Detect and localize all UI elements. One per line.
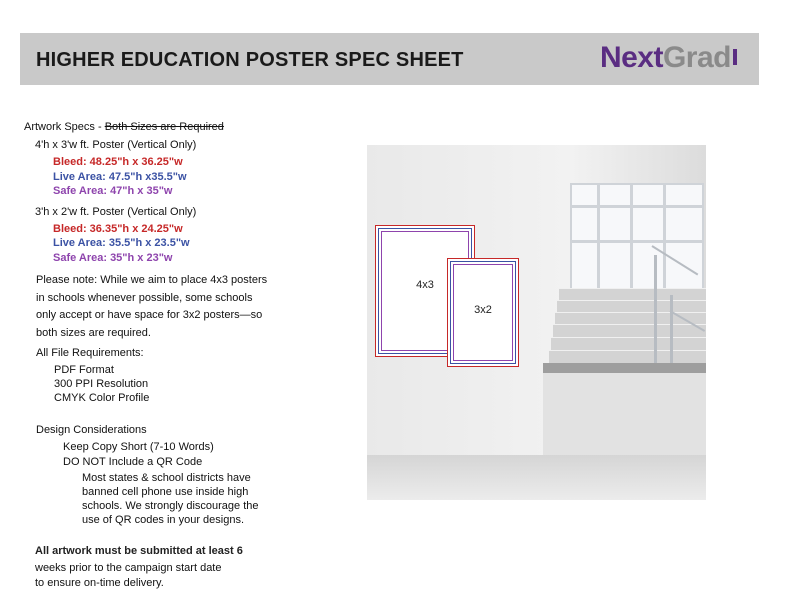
floor — [367, 455, 706, 500]
poster-3x2-label: 3x2 — [474, 304, 492, 316]
note-line: Please note: While we aim to place 4x3 posters — [36, 274, 268, 286]
specs-heading — [24, 121, 224, 134]
poster-4x3-live: Live Area: 47.5"h x35.5"w — [53, 171, 187, 183]
poster-4x3-title: 4'h x 3'w ft. Poster (Vertical Only) — [35, 139, 197, 151]
file-requirement-item: CMYK Color Profile — [54, 392, 150, 404]
note-line: in schools whenever possible, some schools — [36, 291, 253, 304]
poster-3x2-mockup — [447, 258, 519, 367]
poster-3x2-title: 3'h x 2'w ft. Poster (Vertical Only) — [35, 206, 197, 218]
page-title: HIGHER EDUCATION POSTER SPEC SHEET — [36, 49, 464, 71]
poster-4x3-label: 4x3 — [416, 279, 434, 291]
submission-line: All artwork must be submitted at least 6 — [35, 545, 243, 557]
design-detail: use of QR codes in your designs. — [82, 514, 245, 526]
poster-4x3-bleed: Bleed: 48.25"h x 36.25"w — [53, 156, 183, 168]
specs-heading-prefix: Artwork Specs - — [24, 121, 105, 133]
hallway-mockup-image — [367, 145, 706, 500]
design-detail: schools. We strongly discourage the — [82, 500, 259, 512]
placement-note — [36, 272, 267, 342]
note-line: only accept or have space for 3x2 posters—so — [36, 309, 263, 321]
file-requirement-item: 300 PPI Resolution — [54, 378, 149, 390]
submission-line: to ensure on-time delivery. — [35, 577, 164, 589]
file-requirement-item: PDF Format — [54, 364, 114, 376]
lower-wall — [543, 373, 706, 455]
specs-heading-emphasis: Both Sizes are Required — [104, 121, 224, 133]
poster-3x2-safe: Safe Area: 35"h x 23"w — [53, 252, 173, 264]
design-detail: Most states & school districts have — [82, 472, 251, 484]
header-bar — [20, 33, 759, 85]
file-requirements-heading: All File Requirements: — [36, 347, 144, 359]
poster-3x2-bleed: Bleed: 36.35"h x 24.25"w — [53, 223, 183, 235]
poster-3x2-live: Live Area: 35.5"h x 23.5"w — [53, 237, 190, 249]
design-item: DO NOT Include a QR Code — [63, 456, 203, 468]
nextgrad-logo — [600, 41, 737, 75]
ledge — [543, 363, 706, 373]
logo-mark-icon — [733, 49, 737, 65]
design-item: Keep Copy Short (7-10 Words) — [63, 441, 214, 453]
logo-text-grad: Grad — [662, 41, 731, 74]
note-line: both sizes are required. — [36, 326, 151, 339]
logo-text: Next — [599, 41, 663, 74]
submission-line: weeks prior to the campaign start date — [35, 562, 222, 574]
design-heading: Design Considerations — [36, 424, 147, 436]
design-detail: banned cell phone use inside high — [82, 486, 249, 498]
poster-4x3-safe: Safe Area: 47"h x 35"w — [53, 185, 173, 197]
